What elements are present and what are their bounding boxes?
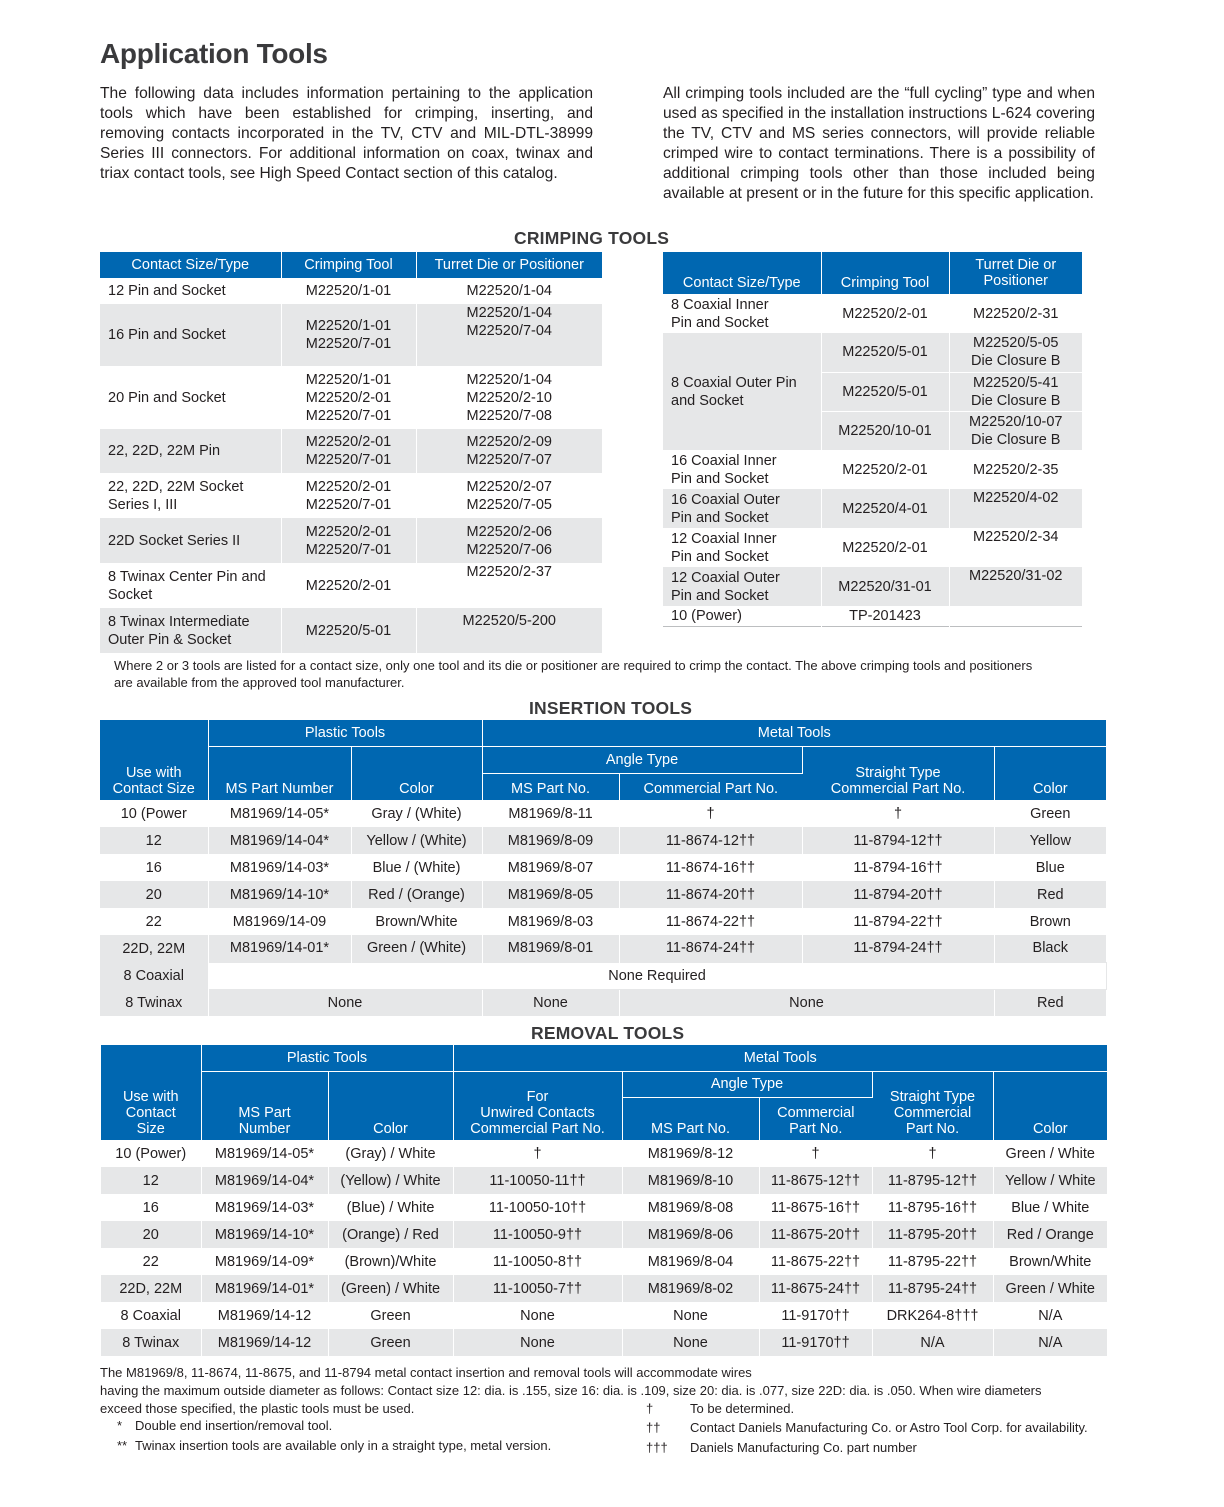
header-angle-type: Angle Type bbox=[482, 746, 802, 773]
cell-straight-commercial-part-no: 11-8794-22†† bbox=[802, 908, 994, 935]
cell-crimping-tool: M22520/1-01 M22520/7-01 bbox=[281, 304, 416, 366]
cell-ms-part-number: M81969/14-03* bbox=[208, 854, 351, 881]
cell-crimping-tool: M22520/2-01 bbox=[281, 563, 416, 608]
footer-note-line-2: having the maximum outside diameter as follows: Contact size 12: dia. is .155, size 16: dia. is .109, size 20: dia. is .077, size 22D: dia. is .050. When wire diameters bbox=[100, 1383, 1042, 1398]
cell-color: (Brown)/White bbox=[328, 1248, 453, 1275]
cell-metal-color: Yellow / White bbox=[993, 1167, 1107, 1194]
table-row bbox=[100, 278, 602, 304]
cell-contact-size: 10 (Power bbox=[100, 800, 208, 827]
cell-contact-size: 22 bbox=[101, 1248, 201, 1275]
cell-metal-color: Green / White bbox=[1005, 1145, 1095, 1162]
cell-unwired-commercial-part-no: 11-10050-8†† bbox=[453, 1248, 622, 1275]
cell-crimping-tool: M22520/5-01 bbox=[281, 608, 416, 653]
cell-turret-die: M22520/2-31 bbox=[973, 305, 1059, 322]
cell-angle-commercial-part-no: 11-8675-22†† bbox=[759, 1248, 872, 1275]
cell-color: Yellow / (White) bbox=[351, 827, 482, 854]
cell-crimping-tool: M22520/2-01 bbox=[821, 450, 949, 489]
table-row bbox=[100, 304, 602, 366]
header-straight-type: Straight Type Commercial Part No. bbox=[872, 1071, 993, 1140]
cell-angle-commercial-part-no: 11-8675-16†† bbox=[759, 1194, 872, 1221]
table-row bbox=[100, 366, 602, 429]
cell-contact-size: 22D, 22M bbox=[100, 935, 208, 962]
cell-contact-type: 16 Pin and Socket bbox=[100, 304, 281, 366]
cell-ms-part-number: M81969/14-01* bbox=[201, 1275, 328, 1302]
cell-contact-size: 12 bbox=[101, 1167, 201, 1194]
cell-straight-commercial-part-no: 11-8794-24†† bbox=[802, 935, 994, 962]
cell-contact-size: 16 bbox=[101, 1194, 201, 1221]
footer-note-line-1: The M81969/8, 11-8674, 11-8675, and 11-8794 metal contact insertion and removal tools will accommodate wires bbox=[100, 1365, 752, 1380]
cell-ms-part-number: M81969/14-09* bbox=[201, 1248, 328, 1275]
cell-angle-ms-part-no: M81969/8-04 bbox=[622, 1248, 759, 1275]
cell-angle-commercial-part-no: † bbox=[619, 800, 802, 827]
cell-straight-commercial-part-no: 11-8795-16†† bbox=[872, 1194, 993, 1221]
cell-straight-commercial-part-no: † bbox=[802, 800, 994, 827]
cell-color: Brown/White bbox=[351, 908, 482, 935]
cell-crimping-tool: M22520/4-01 bbox=[821, 489, 949, 528]
cell-contact-size: 12 bbox=[100, 827, 208, 854]
cell-crimping-tool: M22520/5-01 bbox=[821, 333, 949, 372]
cell-straight-commercial-part-no: 11-8795-20†† bbox=[872, 1221, 993, 1248]
cell-contact-type: 12 Coaxial Outer Pin and Socket bbox=[663, 567, 821, 606]
header-use-with-contact-size: Use with Contact Size bbox=[101, 1045, 201, 1140]
cell-angle-commercial-part-no: 11-8674-24†† bbox=[619, 935, 802, 962]
cell-turret-die: M22520/2-35 bbox=[973, 461, 1059, 478]
cell-crimping-tool: M22520/1-01 bbox=[281, 278, 416, 304]
cell-color: (Orange) / Red bbox=[328, 1221, 453, 1248]
cell-color: Gray / (White) bbox=[351, 800, 482, 827]
cell-ms-part-number: M81969/14-03* bbox=[201, 1194, 328, 1221]
cell-angle-commercial-part-no: † bbox=[759, 1140, 872, 1167]
cell-unwired-commercial-part-no: 11-10050-11†† bbox=[453, 1167, 622, 1194]
cell-angle-ms-part-no: M81969/8-08 bbox=[622, 1194, 759, 1221]
cell-metal-color: Green / White bbox=[993, 1275, 1107, 1302]
cell-color: Green bbox=[328, 1302, 453, 1329]
cell-crimping-tool: M22520/2-01 bbox=[821, 294, 949, 333]
footer-note-line-3: exceed those specified, the plastic tools must be used. bbox=[100, 1401, 415, 1416]
cell-angle-ms-part-no: M81969/8-01 bbox=[482, 935, 619, 962]
cell-angle-ms-part-no: None bbox=[622, 1329, 759, 1356]
cell-contact-size: 10 (Power) bbox=[101, 1140, 201, 1167]
cell-color: (Green) / White bbox=[328, 1275, 453, 1302]
cell-contact-type: 12 Pin and Socket bbox=[100, 278, 281, 304]
table-row bbox=[663, 606, 1082, 626]
header-crimping-tool: Crimping Tool bbox=[821, 252, 949, 294]
cell-contact-type: 16 Coaxial Inner Pin and Socket bbox=[663, 450, 821, 489]
header-turret-die: Turret Die or Positioner bbox=[416, 252, 602, 278]
cell-plastic-none: None bbox=[208, 989, 482, 1016]
table-row bbox=[100, 608, 602, 653]
cell-unwired-commercial-part-no: 11-10050-9†† bbox=[453, 1221, 622, 1248]
table-row bbox=[100, 473, 602, 518]
removal-table bbox=[101, 1045, 1107, 1356]
cell-ms-part-number: M81969/14-04* bbox=[201, 1167, 328, 1194]
cell-angle-commercial-part-no: 11-8674-12†† bbox=[619, 827, 802, 854]
cell-turret-die: M22520/1-04 M22520/2-10 M22520/7-08 bbox=[466, 371, 552, 424]
cell-turret-die: M22520/4-02 bbox=[949, 489, 1082, 528]
cell-metal-color: N/A bbox=[1038, 1307, 1063, 1324]
cell-turret-die: M22520/2-34 bbox=[973, 529, 1059, 545]
footnote-daniels-part: Daniels Manufacturing Co. part number bbox=[690, 1440, 917, 1455]
cell-color: (Blue) / White bbox=[328, 1194, 453, 1221]
cell-ms-part-number: M81969/14-10* bbox=[208, 881, 351, 908]
cell-turret-die: M22520/5-05 Die Closure B bbox=[949, 333, 1082, 372]
cell-turret-die: M22520/5-41 Die Closure B bbox=[949, 372, 1082, 411]
cell-color: (Gray) / White bbox=[328, 1140, 453, 1167]
cell-contact-type: 20 Pin and Socket bbox=[100, 366, 281, 429]
header-color: Color bbox=[328, 1071, 453, 1140]
table-row bbox=[101, 1248, 1107, 1275]
insertion-tools-title: INSERTION TOOLS bbox=[529, 698, 693, 718]
cell-contact-type: 12 Coaxial Inner Pin and Socket bbox=[663, 528, 821, 567]
cell-straight-commercial-part-no: 11-8794-20†† bbox=[802, 881, 994, 908]
cell-color: Blue / (White) bbox=[351, 854, 482, 881]
table-row bbox=[100, 854, 1106, 881]
crimping-table-right bbox=[663, 252, 1082, 627]
cell-angle-commercial-part-no: 11-8674-20†† bbox=[619, 881, 802, 908]
header-ms-part-number: MS Part Number bbox=[208, 746, 351, 800]
table-row bbox=[100, 518, 602, 563]
cell-turret-die: M22520/2-06 M22520/7-06 bbox=[416, 518, 602, 563]
table-row bbox=[663, 294, 1082, 333]
cell-angle-commercial-part-no: 11-8674-22†† bbox=[619, 908, 802, 935]
cell-angle-ms-part-no: None bbox=[622, 1302, 759, 1329]
cell-angle-commercial-part-no: 11-9170†† bbox=[759, 1329, 872, 1356]
table-row bbox=[100, 429, 602, 473]
footnote-twinax: Twinax insertion tools are available only in a straight type, metal version. bbox=[135, 1438, 552, 1453]
header-plastic-tools: Plastic Tools bbox=[201, 1045, 453, 1071]
table-row bbox=[101, 1275, 1107, 1302]
header-metal-color: Color bbox=[994, 746, 1106, 800]
cell-angle-ms-part-no: M81969/8-10 bbox=[622, 1167, 759, 1194]
table-row bbox=[663, 450, 1082, 489]
footnote-symbol-dagger: † bbox=[646, 1401, 654, 1416]
cell-crimping-tool: M22520/2-01 bbox=[821, 528, 949, 567]
table-row bbox=[663, 528, 1082, 567]
cell-metal-color: Brown/White bbox=[1009, 1253, 1092, 1270]
cell-angle-ms-none: None bbox=[482, 989, 619, 1016]
cell-ms-part-number: M81969/14-12 bbox=[201, 1329, 328, 1356]
cell-unwired-commercial-part-no: None bbox=[453, 1302, 622, 1329]
cell-metal-color: Black bbox=[994, 935, 1106, 962]
cell-metal-color: Red bbox=[994, 881, 1106, 908]
cell-angle-ms-part-no: M81969/8-05 bbox=[482, 881, 619, 908]
cell-angle-commercial-part-no: 11-8675-20†† bbox=[759, 1221, 872, 1248]
cell-turret-die: M22520/1-04 bbox=[466, 283, 552, 299]
table-row bbox=[101, 1140, 1107, 1167]
removal-tools-title: REMOVAL TOOLS bbox=[531, 1023, 685, 1043]
cell-unwired-commercial-part-no: 11-10050-10†† bbox=[453, 1194, 622, 1221]
cell-angle-ms-part-no: M81969/8-02 bbox=[622, 1275, 759, 1302]
cell-turret-die: M22520/31-02 bbox=[949, 567, 1082, 606]
table-row bbox=[100, 881, 1106, 908]
cell-unwired-commercial-part-no: None bbox=[453, 1329, 622, 1356]
cell-contact-type: 22, 22D, 22M Pin bbox=[100, 429, 281, 473]
cell-metal-color: N/A bbox=[993, 1329, 1107, 1356]
cell-ms-part-number: M81969/14-12 bbox=[201, 1302, 328, 1329]
cell-angle-ms-part-no: M81969/8-12 bbox=[622, 1140, 759, 1167]
cell-turret-die: M22520/2-37 bbox=[466, 564, 552, 580]
cell-contact-type: 22D Socket Series II bbox=[100, 518, 281, 563]
table-row bbox=[100, 800, 1106, 827]
insertion-table bbox=[100, 720, 1107, 1016]
table-row bbox=[663, 489, 1082, 528]
cell-color: Green bbox=[328, 1329, 453, 1356]
cell-contact-size: 8 Coaxial bbox=[101, 1302, 201, 1329]
cell-angle-commercial-part-no: 11-8675-12†† bbox=[759, 1167, 872, 1194]
cell-crimping-tool: M22520/2-01 M22520/7-01 bbox=[281, 429, 416, 473]
cell-angle-ms-part-no: M81969/8-03 bbox=[482, 908, 619, 935]
cell-color: Green / (White) bbox=[351, 935, 482, 962]
cell-angle-commercial-part-no: 11-8675-24†† bbox=[759, 1275, 872, 1302]
cell-turret-die: M22520/2-07 M22520/7-05 bbox=[466, 478, 552, 513]
header-angle-ms-part-no: MS Part No. bbox=[482, 773, 619, 800]
table-row bbox=[663, 567, 1082, 606]
table-row bbox=[101, 1221, 1107, 1248]
cell-crimping-tool: TP-201423 bbox=[821, 606, 949, 626]
table-row bbox=[100, 563, 602, 608]
table-row bbox=[101, 1194, 1107, 1221]
header-straight-type: Straight Type Commercial Part No. bbox=[802, 746, 994, 800]
cell-contact-size: 8 Twinax bbox=[101, 1329, 201, 1356]
cell-crimping-tool: M22520/31-01 bbox=[821, 567, 949, 606]
cell-crimping-tool: M22520/5-01 bbox=[821, 372, 949, 411]
cell-ms-part-number: M81969/14-04* bbox=[208, 827, 351, 854]
cell-straight-commercial-part-no: DRK264-8††† bbox=[872, 1302, 993, 1329]
cell-contact-size: 16 bbox=[100, 854, 208, 881]
header-metal-tools: Metal Tools bbox=[482, 720, 1106, 746]
cell-angle-commercial-part-no: 11-8674-16†† bbox=[619, 854, 802, 881]
cell-contact-type: 10 (Power) bbox=[663, 606, 821, 626]
cell-angle-ms-part-no: M81969/8-09 bbox=[482, 827, 619, 854]
cell-contact-size: 22D, 22M bbox=[101, 1275, 201, 1302]
table-row bbox=[100, 827, 1106, 854]
cell-straight-commercial-part-no: 11-8794-12†† bbox=[802, 827, 994, 854]
cell-straight-commercial-part-no: 11-8794-16†† bbox=[802, 854, 994, 881]
table-row bbox=[101, 1302, 1107, 1329]
cell-contact-type: 22, 22D, 22M Socket Series I, III bbox=[100, 473, 281, 518]
cell-contact-size: 8 Twinax bbox=[100, 989, 208, 1016]
cell-color: (Yellow) / White bbox=[328, 1167, 453, 1194]
cell-contact-size: 22 bbox=[100, 908, 208, 935]
cell-straight-commercial-part-no: † bbox=[872, 1140, 993, 1167]
header-angle-commercial-part-no: Commercial Part No. bbox=[759, 1097, 872, 1140]
cell-angle-ms-part-no: M81969/8-11 bbox=[482, 800, 619, 827]
crimping-tools-title: CRIMPING TOOLS bbox=[514, 228, 670, 248]
cell-contact-type: 8 Twinax Center Pin and Socket bbox=[100, 563, 281, 608]
footnote-to-be-determined: To be determined. bbox=[690, 1401, 795, 1416]
table-row bbox=[101, 1329, 1107, 1356]
cell-ms-part-number: M81969/14-10* bbox=[201, 1221, 328, 1248]
crimping-note: Where 2 or 3 tools are listed for a contact size, only one tool and its die or positioner are required to crimp the contact. The above crimping tools and positioners are available from the approved tool manufacturer. bbox=[114, 658, 1033, 690]
cell-contact-type: 8 Coaxial Inner Pin and Socket bbox=[663, 294, 821, 333]
table-row bbox=[100, 908, 1106, 935]
page-title: Application Tools bbox=[100, 38, 328, 69]
cell-contact-type: 8 Coaxial Outer Pin and Socket bbox=[663, 333, 821, 450]
cell-metal-color: Yellow bbox=[994, 827, 1106, 854]
footnote-symbol-double-dagger: †† bbox=[646, 1420, 661, 1435]
header-contact-size-type: Contact Size/Type bbox=[100, 252, 281, 278]
cell-none-required: None Required bbox=[208, 962, 1106, 989]
intro-right-paragraph: All crimping tools included are the “full cycling” type and when used as specified in the installation instructions L-624 covering the TV, CTV and MS series connectors, will provide reliable crimped wire to contact terminations. There is a possibility of additional crimping tools other than those included being available at present or in the future for this specific application. bbox=[663, 85, 1095, 202]
cell-turret-die: M22520/1-04 M22520/7-04 bbox=[416, 304, 602, 366]
cell-straight-commercial-part-no: 11-8795-12†† bbox=[872, 1167, 993, 1194]
cell-ms-part-number: M81969/14-05* bbox=[201, 1140, 328, 1167]
cell-turret-die bbox=[949, 606, 1082, 626]
cell-metal-color: Blue bbox=[1035, 859, 1065, 876]
table-row bbox=[663, 333, 1082, 372]
cell-metal-color: Red / Orange bbox=[993, 1221, 1107, 1248]
footnote-symbol-triple-dagger: ††† bbox=[646, 1440, 668, 1455]
cell-crimping-tool: M22520/10-01 bbox=[821, 411, 949, 450]
cell-metal-color: Brown bbox=[1029, 913, 1071, 930]
cell-ms-part-number: M81969/14-09 bbox=[208, 908, 351, 935]
crimping-table-left bbox=[100, 252, 602, 653]
header-ms-part-number: MS Part Number bbox=[201, 1071, 328, 1140]
cell-contact-size: 8 Coaxial bbox=[100, 962, 208, 989]
cell-crimping-tool: M22520/2-01 M22520/7-01 bbox=[281, 518, 416, 563]
crimping-left-header-row bbox=[100, 252, 602, 278]
table-row bbox=[100, 935, 1106, 962]
cell-turret-die: M22520/5-200 bbox=[416, 608, 602, 653]
cell-contact-type: 16 Coaxial Outer Pin and Socket bbox=[663, 489, 821, 528]
cell-unwired-commercial-part-no: † bbox=[453, 1140, 622, 1167]
cell-contact-size: 20 bbox=[100, 881, 208, 908]
cell-straight-commercial-part-no: N/A bbox=[872, 1329, 993, 1356]
table-row bbox=[101, 1167, 1107, 1194]
cell-angle-ms-part-no: M81969/8-07 bbox=[482, 854, 619, 881]
cell-crimping-tool: M22520/2-01 M22520/7-01 bbox=[281, 473, 416, 518]
header-plastic-tools: Plastic Tools bbox=[208, 720, 482, 746]
header-turret-die: Turret Die or Positioner bbox=[949, 252, 1082, 294]
header-metal-color: Color bbox=[993, 1071, 1107, 1140]
cell-unwired-commercial-part-no: 11-10050-7†† bbox=[453, 1275, 622, 1302]
cell-angle-ms-part-no: M81969/8-06 bbox=[622, 1221, 759, 1248]
cell-ms-part-number: M81969/14-05* bbox=[208, 800, 351, 827]
header-angle-ms-part-no: MS Part No. bbox=[622, 1097, 759, 1140]
header-color: Color bbox=[351, 746, 482, 800]
cell-straight-commercial-part-no: 11-8795-24†† bbox=[872, 1275, 993, 1302]
header-crimping-tool: Crimping Tool bbox=[281, 252, 416, 278]
header-angle-type: Angle Type bbox=[622, 1071, 872, 1097]
cell-angle-commercial-part-no: 11-9170†† bbox=[759, 1302, 872, 1329]
cell-turret-die: M22520/10-07 Die Closure B bbox=[949, 411, 1082, 450]
footnote-symbol-asterisk: * bbox=[117, 1418, 123, 1433]
cell-commercial-none: None bbox=[619, 989, 994, 1016]
footnote-contact-daniels: Contact Daniels Manufacturing Co. or Astro Tool Corp. for availability. bbox=[690, 1420, 1088, 1435]
header-unwired-contacts: For Unwired Contacts Commercial Part No. bbox=[453, 1071, 622, 1140]
cell-turret-die: M22520/2-09 M22520/7-07 bbox=[416, 429, 602, 473]
crimping-right-header-row bbox=[663, 252, 1082, 294]
footnote-symbol-double-asterisk: ** bbox=[117, 1438, 128, 1453]
cell-color: Red bbox=[994, 989, 1106, 1016]
table-row bbox=[100, 989, 1106, 1016]
header-metal-tools: Metal Tools bbox=[453, 1045, 1107, 1071]
header-contact-size-type: Contact Size/Type bbox=[663, 252, 821, 294]
header-use-with-contact-size: Use with Contact Size bbox=[100, 720, 208, 800]
cell-contact-type: 8 Twinax Intermediate Outer Pin & Socket bbox=[100, 608, 281, 653]
cell-metal-color: Blue / White bbox=[1011, 1199, 1090, 1216]
cell-ms-part-number: M81969/14-01* bbox=[208, 935, 351, 962]
cell-crimping-tool: M22520/1-01 M22520/2-01 M22520/7-01 bbox=[281, 366, 416, 429]
cell-color: Red / (Orange) bbox=[351, 881, 482, 908]
cell-straight-commercial-part-no: 11-8795-22†† bbox=[872, 1248, 993, 1275]
table-row bbox=[100, 962, 1106, 989]
footnote-double-end: Double end insertion/removal tool. bbox=[135, 1418, 333, 1433]
intro-left-paragraph: The following data includes information pertaining to the application tools which have been established for crimping, inserting, and removing contacts incorporated in the TV, CTV and MIL-DTL-38999 Series III connectors. For additional information on coax, twinax and triax contact tools, see High Speed Contact section of this catalog. bbox=[100, 85, 593, 182]
header-angle-commercial-part-no: Commercial Part No. bbox=[619, 773, 802, 800]
cell-metal-color: Green bbox=[1030, 805, 1071, 822]
cell-contact-size: 20 bbox=[101, 1221, 201, 1248]
